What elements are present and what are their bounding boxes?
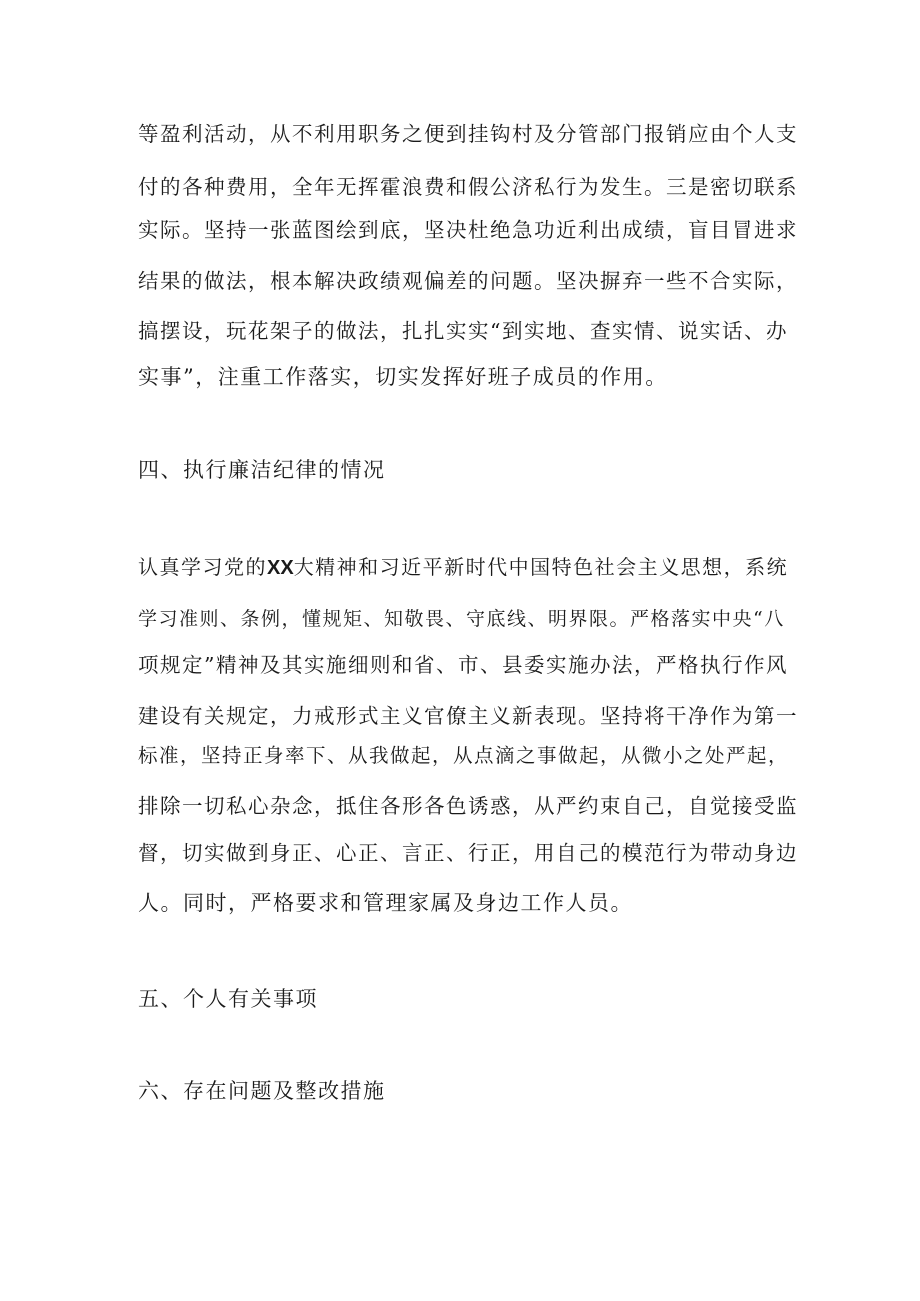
paragraph-line: 建设有关规定，力戒形式主义官僚主义新表现。坚持将干净作为第一 bbox=[138, 704, 798, 728]
paragraph-line: 项规定”精神及其实施细则和省、市、县委实施办法，严格执行作风 bbox=[138, 653, 788, 677]
paragraph-line: 督，切实做到身正、心正、言正、行正，用自己的模范行为带动身边 bbox=[138, 841, 798, 865]
section-heading-integrity: 四、执行廉洁纪律的情况 bbox=[138, 458, 386, 482]
paragraph-line: 结果的做法，根本解决政绩观偏差的问题。坚决摒弃一些不合实际， bbox=[138, 269, 798, 293]
paragraph-line: 学习准则、条例，懂规矩、知敬畏、守底线、明界限。严格落实中央“八 bbox=[138, 608, 785, 630]
section-heading-problems-rectification: 六、存在问题及整改措施 bbox=[138, 1079, 386, 1103]
paragraph-line: 实际。坚持一张蓝图绘到底，坚决杜绝急功近利出成绩，盲目冒进求 bbox=[138, 218, 798, 242]
placeholder-xx: XX bbox=[267, 557, 294, 579]
paragraph-line: 排除一切私心杂念，抵住各形各色诱惑，从严约束自己，自觉接受监 bbox=[138, 794, 798, 818]
paragraph-line: 标准，坚持正身率下、从我做起，从点滴之事做起，从微小之处严起， bbox=[138, 744, 790, 767]
paragraph-line: 搞摆设，玩花架子的做法，扎扎实实“到实地、查实情、说实话、办 bbox=[138, 319, 788, 343]
paragraph-line: 等盈利活动，从不利用职务之便到挂钩村及分管部门报销应由个人支 bbox=[138, 122, 798, 146]
line-text: 认真学习党的 bbox=[138, 555, 267, 579]
paragraph-line: 付的各种费用，全年无挥霍浪费和假公济私行为发生。三是密切联系 bbox=[138, 175, 798, 199]
section-heading-personal-matters: 五、个人有关事项 bbox=[138, 987, 318, 1011]
paragraph-line bbox=[138, 553, 798, 582]
line-text: 大精神和习近平新时代中国特色社会主义思想，系统 bbox=[293, 555, 789, 579]
paragraph-line: 人。同时，严格要求和管理家属及身边工作人员。 bbox=[138, 891, 633, 915]
paragraph-line: 实事”，注重工作落实，切实发挥好班子成员的作用。 bbox=[138, 365, 668, 389]
